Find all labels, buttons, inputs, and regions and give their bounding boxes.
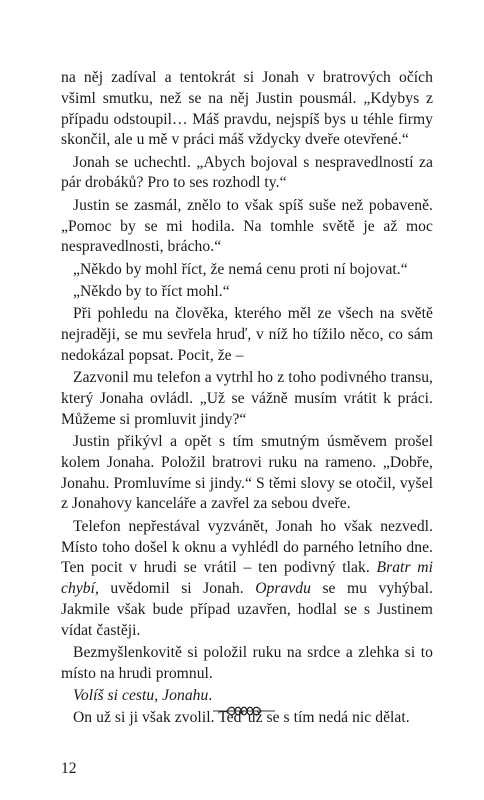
ornament-flourish-icon: [213, 703, 275, 719]
paragraph: [61, 196, 433, 258]
text-run: Telefon nepřestával vyzvánět, Jonah ho však nezvedl. Místo toho došel k oknu a vyhlédl do parného letního dne. Ten pocit v hrudi se vrátil – ten podivný tlak.: [61, 517, 433, 577]
text-run: „Někdo by mohl říct, že nemá cenu proti ní bojovat.“: [73, 260, 408, 278]
text-run: Zazvonil mu telefon a vytrhl ho z toho podivného transu, který Jonaha ovládl. „Už se vážně musím vrátit k práci. Můžeme si promluvit jindy?“: [61, 369, 433, 428]
text-run: se mu vyhýbal. Jakmile však bude případ uzavřen, hodlal se s Justinem vídat častěji.: [61, 580, 434, 639]
paragraph: [61, 153, 433, 195]
text-run: On už si ji však zvolil. Teď už se s tím nedá nic dělat.: [73, 709, 410, 727]
body-text: [61, 68, 433, 731]
italic-text: Opravdu: [255, 580, 311, 598]
italic-text: Bratr mi chybí: [61, 559, 433, 598]
paragraph: [61, 368, 433, 430]
text-run: Justin přikývl a opět s tím smutným úsměvem prošel kolem Jonaha. Položil bratrovi ruku na rameno. „Dobře, Jonahu. Promluvíme si jindy.“ S těmi slovy se otočil, vyšel z Jonahovy kanceláře a zavřel za sebou dveře.: [61, 433, 433, 513]
text-run: , uvědomil si Jonah.: [95, 580, 256, 598]
page-number: 12: [61, 760, 77, 777]
paragraph: [61, 432, 433, 515]
text-run: Bezmyšlenkovitě si položil ruku na srdce a zlehka si to místo na hrudi promnul.: [61, 644, 433, 682]
text-run: „Někdo by to říct mohl.“: [73, 282, 230, 300]
paragraph: [61, 68, 433, 151]
italic-text: Volíš si cestu, Jonahu: [73, 687, 209, 705]
paragraph: [61, 282, 433, 303]
text-run: Justin se zasmál, znělo to však spíš suše než pobaveně. „Pomoc by se mi hodila. Na tomhle světě je až moc nespravedlnosti, brácho.“: [61, 196, 433, 256]
text-run: .: [208, 687, 213, 705]
text-run: Jonah se uchechtl. „Abych bojoval s nespravedlností za pár drobáků? Pro to ses rozhodl ty.“: [61, 153, 433, 192]
paragraph: [61, 260, 433, 281]
text-run: na něj zadíval a tentokrát si Jonah v bratrových očích všiml smutku, než se na něj Justin pousmál. „Kdybys z případu odstoupil… Máš pravdu, nejspíš bys u téhle firmy skončil, ale u mě v práci máš vždycky dveře otevřené.“: [61, 69, 433, 149]
paragraph: [61, 643, 433, 685]
text-run: Při pohledu na člověka, kterého měl ze všech na světě nejraději, se mu sevřela hruď, v níž ho tížilo něco, co sám nedokázal popsat. Pocit, že –: [61, 305, 433, 364]
paragraph: [61, 517, 433, 642]
paragraph: [61, 304, 433, 366]
